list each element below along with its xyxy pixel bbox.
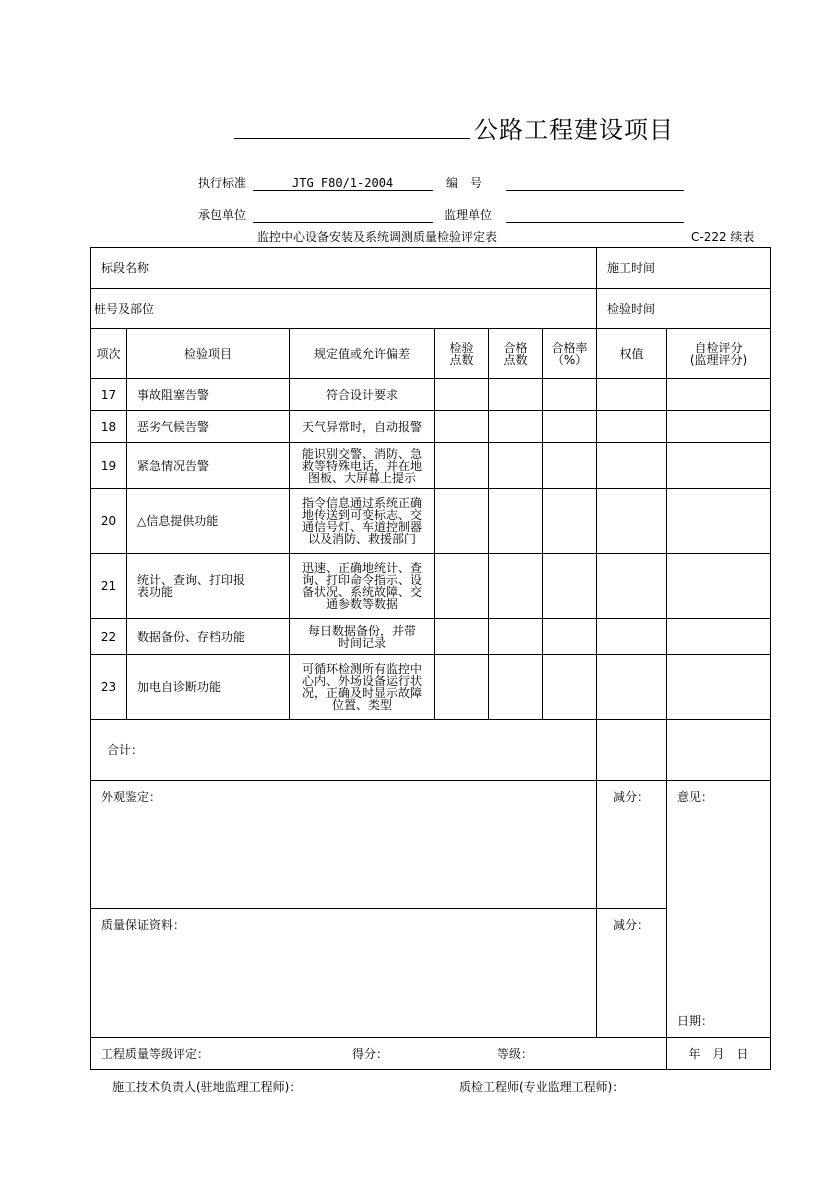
- standard-value: JTG F80/1-2004: [292, 176, 394, 190]
- date-ymd: 年 月 日: [667, 1038, 771, 1070]
- supervisor-line: [506, 222, 684, 223]
- form-title: 监控中心设备安装及系统调测质量检验评定表: [257, 230, 498, 244]
- total-row: [91, 720, 771, 781]
- appearance-row: [91, 781, 771, 909]
- score-label: 得分：: [352, 1047, 389, 1061]
- construction-time-cell: 施工时间: [597, 248, 771, 289]
- total-label: 合计：: [107, 743, 144, 757]
- standard-line: [253, 190, 433, 191]
- tech-lead-label: 施工技术负责人(驻地监理工程师)：: [112, 1080, 302, 1094]
- column-header-row: [91, 329, 771, 379]
- grade-row: [91, 1038, 771, 1070]
- opinion-label: 意见：: [677, 790, 714, 804]
- table-row: 23 加电自诊断功能 可循环检测所有监控中 心内、外场设备运行状 况，正确及时显示故障 位置、类型: [91, 655, 771, 720]
- table-row: 19 紧急情况告警 能识别交警、消防、急 救等特殊电话，并在地 图板、大屏幕上提示: [91, 443, 771, 489]
- col-no: 项次: [91, 329, 127, 379]
- col-check-points: 检验 点数: [435, 329, 489, 379]
- form-code: C-222 续表: [691, 230, 755, 244]
- appearance-label: 外观鉴定：: [101, 790, 162, 804]
- opinion-cell: [667, 781, 771, 1038]
- quality-docs-label: 质量保证资料：: [101, 918, 186, 932]
- col-item: 检验项目: [127, 329, 290, 379]
- station-part-cell: 桩号及部位: [91, 289, 597, 329]
- project-name-line: [234, 138, 470, 139]
- inspection-time-cell: 检验时间: [597, 289, 771, 329]
- date-label: 日期：: [677, 1014, 714, 1028]
- col-self-score: 自检评分 (监理评分): [667, 329, 771, 379]
- col-pass-points: 合格 点数: [489, 329, 543, 379]
- deduct-label-2: 减分：: [613, 918, 650, 932]
- table-row: 17 事故阻塞告警 符合设计要求: [91, 379, 771, 411]
- col-spec: 规定值或允许偏差: [290, 329, 435, 379]
- table-row: 20 △信息提供功能 指令信息通过系统正确 地传送到可变标志、交 通信号灯、车道控制器 以及消防、救援部门: [91, 489, 771, 554]
- supervisor-label: 监理单位: [444, 208, 493, 222]
- table-row: 22 数据备份、存档功能 每日数据备份，并带 时间记录: [91, 619, 771, 655]
- grade-eval-label: 工程质量等级评定：: [101, 1046, 210, 1061]
- deduct-label-1: 减分：: [613, 790, 650, 804]
- standard-label: 执行标准: [198, 176, 247, 190]
- inspection-table: [90, 247, 771, 1070]
- table-row: 18 恶劣气候告警 天气异常时，自动报警: [91, 411, 771, 443]
- page-title: 公路工程建设项目: [474, 116, 674, 144]
- col-weight: 权值: [597, 329, 667, 379]
- col-pass-rate: 合格率 （%）: [543, 329, 597, 379]
- table-row: 21 统计、查询、打印报 表功能 迅速、正确地统计、查 询、打印命令指示、设 备状况、系统故障、交 通参数等数据: [91, 554, 771, 619]
- level-label: 等级：: [497, 1047, 534, 1061]
- number-label: 编 号: [446, 176, 483, 190]
- qc-engineer-label: 质检工程师(专业监理工程师)：: [459, 1080, 625, 1094]
- contractor-line: [253, 222, 433, 223]
- number-line: [506, 190, 684, 191]
- contractor-label: 承包单位: [198, 208, 247, 222]
- section-name-cell: 标段名称: [91, 248, 597, 289]
